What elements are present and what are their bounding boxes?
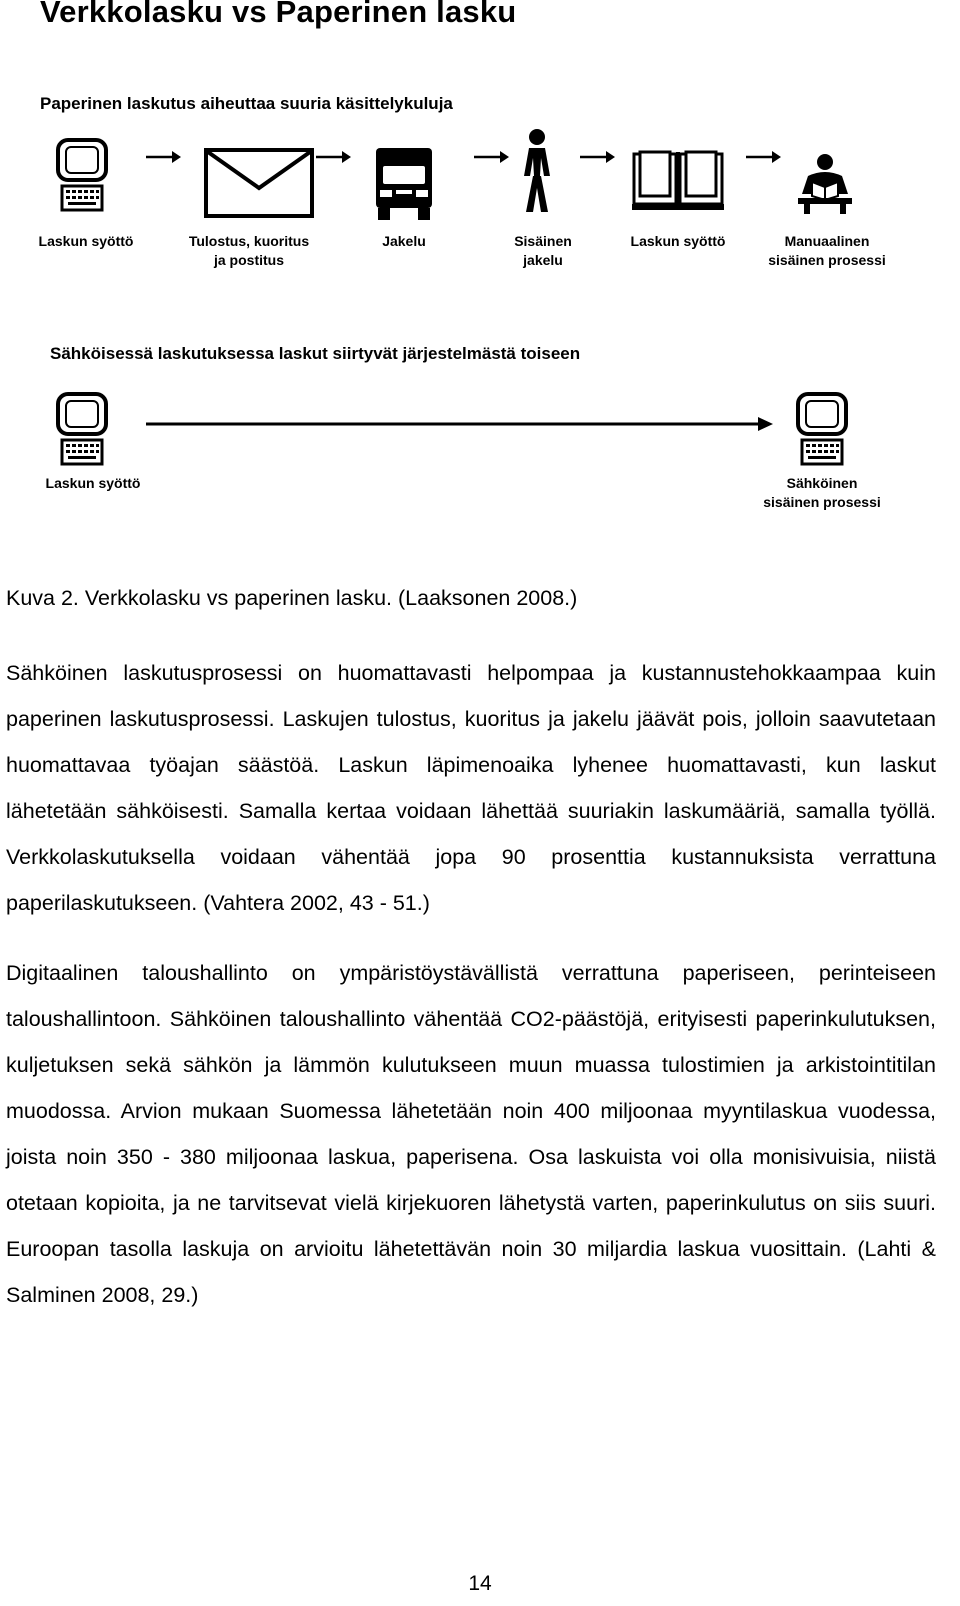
electronic-heading: Sähköisessä laskutuksessa laskut siirtyvät järjestelmästä toiseen bbox=[50, 344, 581, 363]
computer-icon bbox=[792, 392, 852, 470]
truck-icon bbox=[374, 146, 434, 222]
page-number: 14 bbox=[468, 1572, 492, 1595]
step-label-internal-delivery-line2: jakelu bbox=[523, 252, 563, 268]
step-label-manual-process-line1: Manuaalinen bbox=[784, 233, 870, 249]
arrow-icon bbox=[580, 150, 616, 164]
step-label-internal-delivery bbox=[514, 232, 572, 270]
paragraph: Digitaalinen taloushallinto on ympäristöystävällistä verrattuna paperiseen, perinteiseen taloushallintoon. Sähköinen taloushallinto vähentää CO2-päästöjä, erityisesti paperinkulutuksen, kuljetuksen sekä sähkön ja lämmön kulutukseen muun muassa tulostimien ja arkistointitilan muodossa. Arvion mukaan Suomessa lähetetään noin 400 miljoonaa myyntilaskua vuodessa, joista noin 350 - 380 miljoonaa laskua, paperisena. Osa laskuista voi olla monisivuisia, niistä otetaan kopioita, ja ne tarvitsevat vielä kirjekuoren lähetystä varten, paperinkulutus on siis suuri. Euroopan tasolla laskuja on arvioitu lähetettävän noin 30 miljardia laskua vuosittain. (Lahti & Salminen 2008, 29.) bbox=[6, 961, 936, 1307]
envelope-icon bbox=[204, 148, 314, 218]
computer-icon bbox=[52, 392, 112, 470]
figure-title: Verkkolasku vs Paperinen lasku bbox=[40, 0, 517, 29]
arrow-icon bbox=[316, 150, 352, 164]
step-label-internal-delivery-line1: Sisäinen bbox=[514, 233, 572, 249]
step-label-electronic-process-line1: Sähköinen bbox=[786, 475, 858, 491]
step-label-manual-process bbox=[768, 232, 886, 270]
step-label-print-mail-line2: ja postitus bbox=[213, 252, 284, 268]
arrow-icon bbox=[474, 150, 510, 164]
long-arrow-icon bbox=[146, 416, 774, 432]
arrow-icon bbox=[746, 150, 782, 164]
body-text bbox=[6, 650, 936, 1318]
reading-person-icon bbox=[794, 152, 856, 214]
step-label-electronic-process bbox=[763, 474, 881, 512]
figure-caption: Kuva 2. Verkkolasku vs paperinen lasku. (Laaksonen 2008.) bbox=[6, 586, 578, 610]
step-label-print-mail-line1: Tulostus, kuoritus bbox=[188, 233, 310, 249]
step-label-electronic-entry: Laskun syöttö bbox=[45, 475, 141, 491]
open-book-icon bbox=[632, 150, 724, 212]
computer-icon bbox=[52, 138, 112, 216]
paragraph: Sähköinen laskutusprosessi on huomattavasti helpompaa ja kustannustehokkaampaa kuin paperinen laskutusprosessi. Laskujen tulostus, kuoritus ja jakelu jäävät pois, jolloin saavutetaan huomattavaa työajan säästöä. Laskun läpimenoaika lyhenee huomattavasti, kun laskut lähetetään sähköisesti. Samalla kertaa voidaan lähettää suuriakin laskumääriä, samalla työllä. Verkkolaskutuksella voidaan vähentää jopa 90 prosenttia kustannuksista verrattuna paperilaskutukseen. (Vahtera 2002, 43 - 51.) bbox=[6, 661, 936, 915]
paper-heading: Paperinen laskutus aiheuttaa suuria käsittelykuluja bbox=[40, 94, 453, 113]
step-label-book-entry: Laskun syöttö bbox=[630, 233, 726, 249]
arrow-icon bbox=[146, 150, 182, 164]
step-label-print-mail bbox=[189, 232, 309, 270]
step-label-computer-entry: Laskun syöttö bbox=[38, 233, 134, 249]
step-label-delivery: Jakelu bbox=[382, 233, 426, 249]
walking-person-icon bbox=[512, 128, 562, 214]
step-label-manual-process-line2: sisäinen prosessi bbox=[768, 252, 886, 268]
step-label-electronic-process-line2: sisäinen prosessi bbox=[763, 494, 881, 510]
